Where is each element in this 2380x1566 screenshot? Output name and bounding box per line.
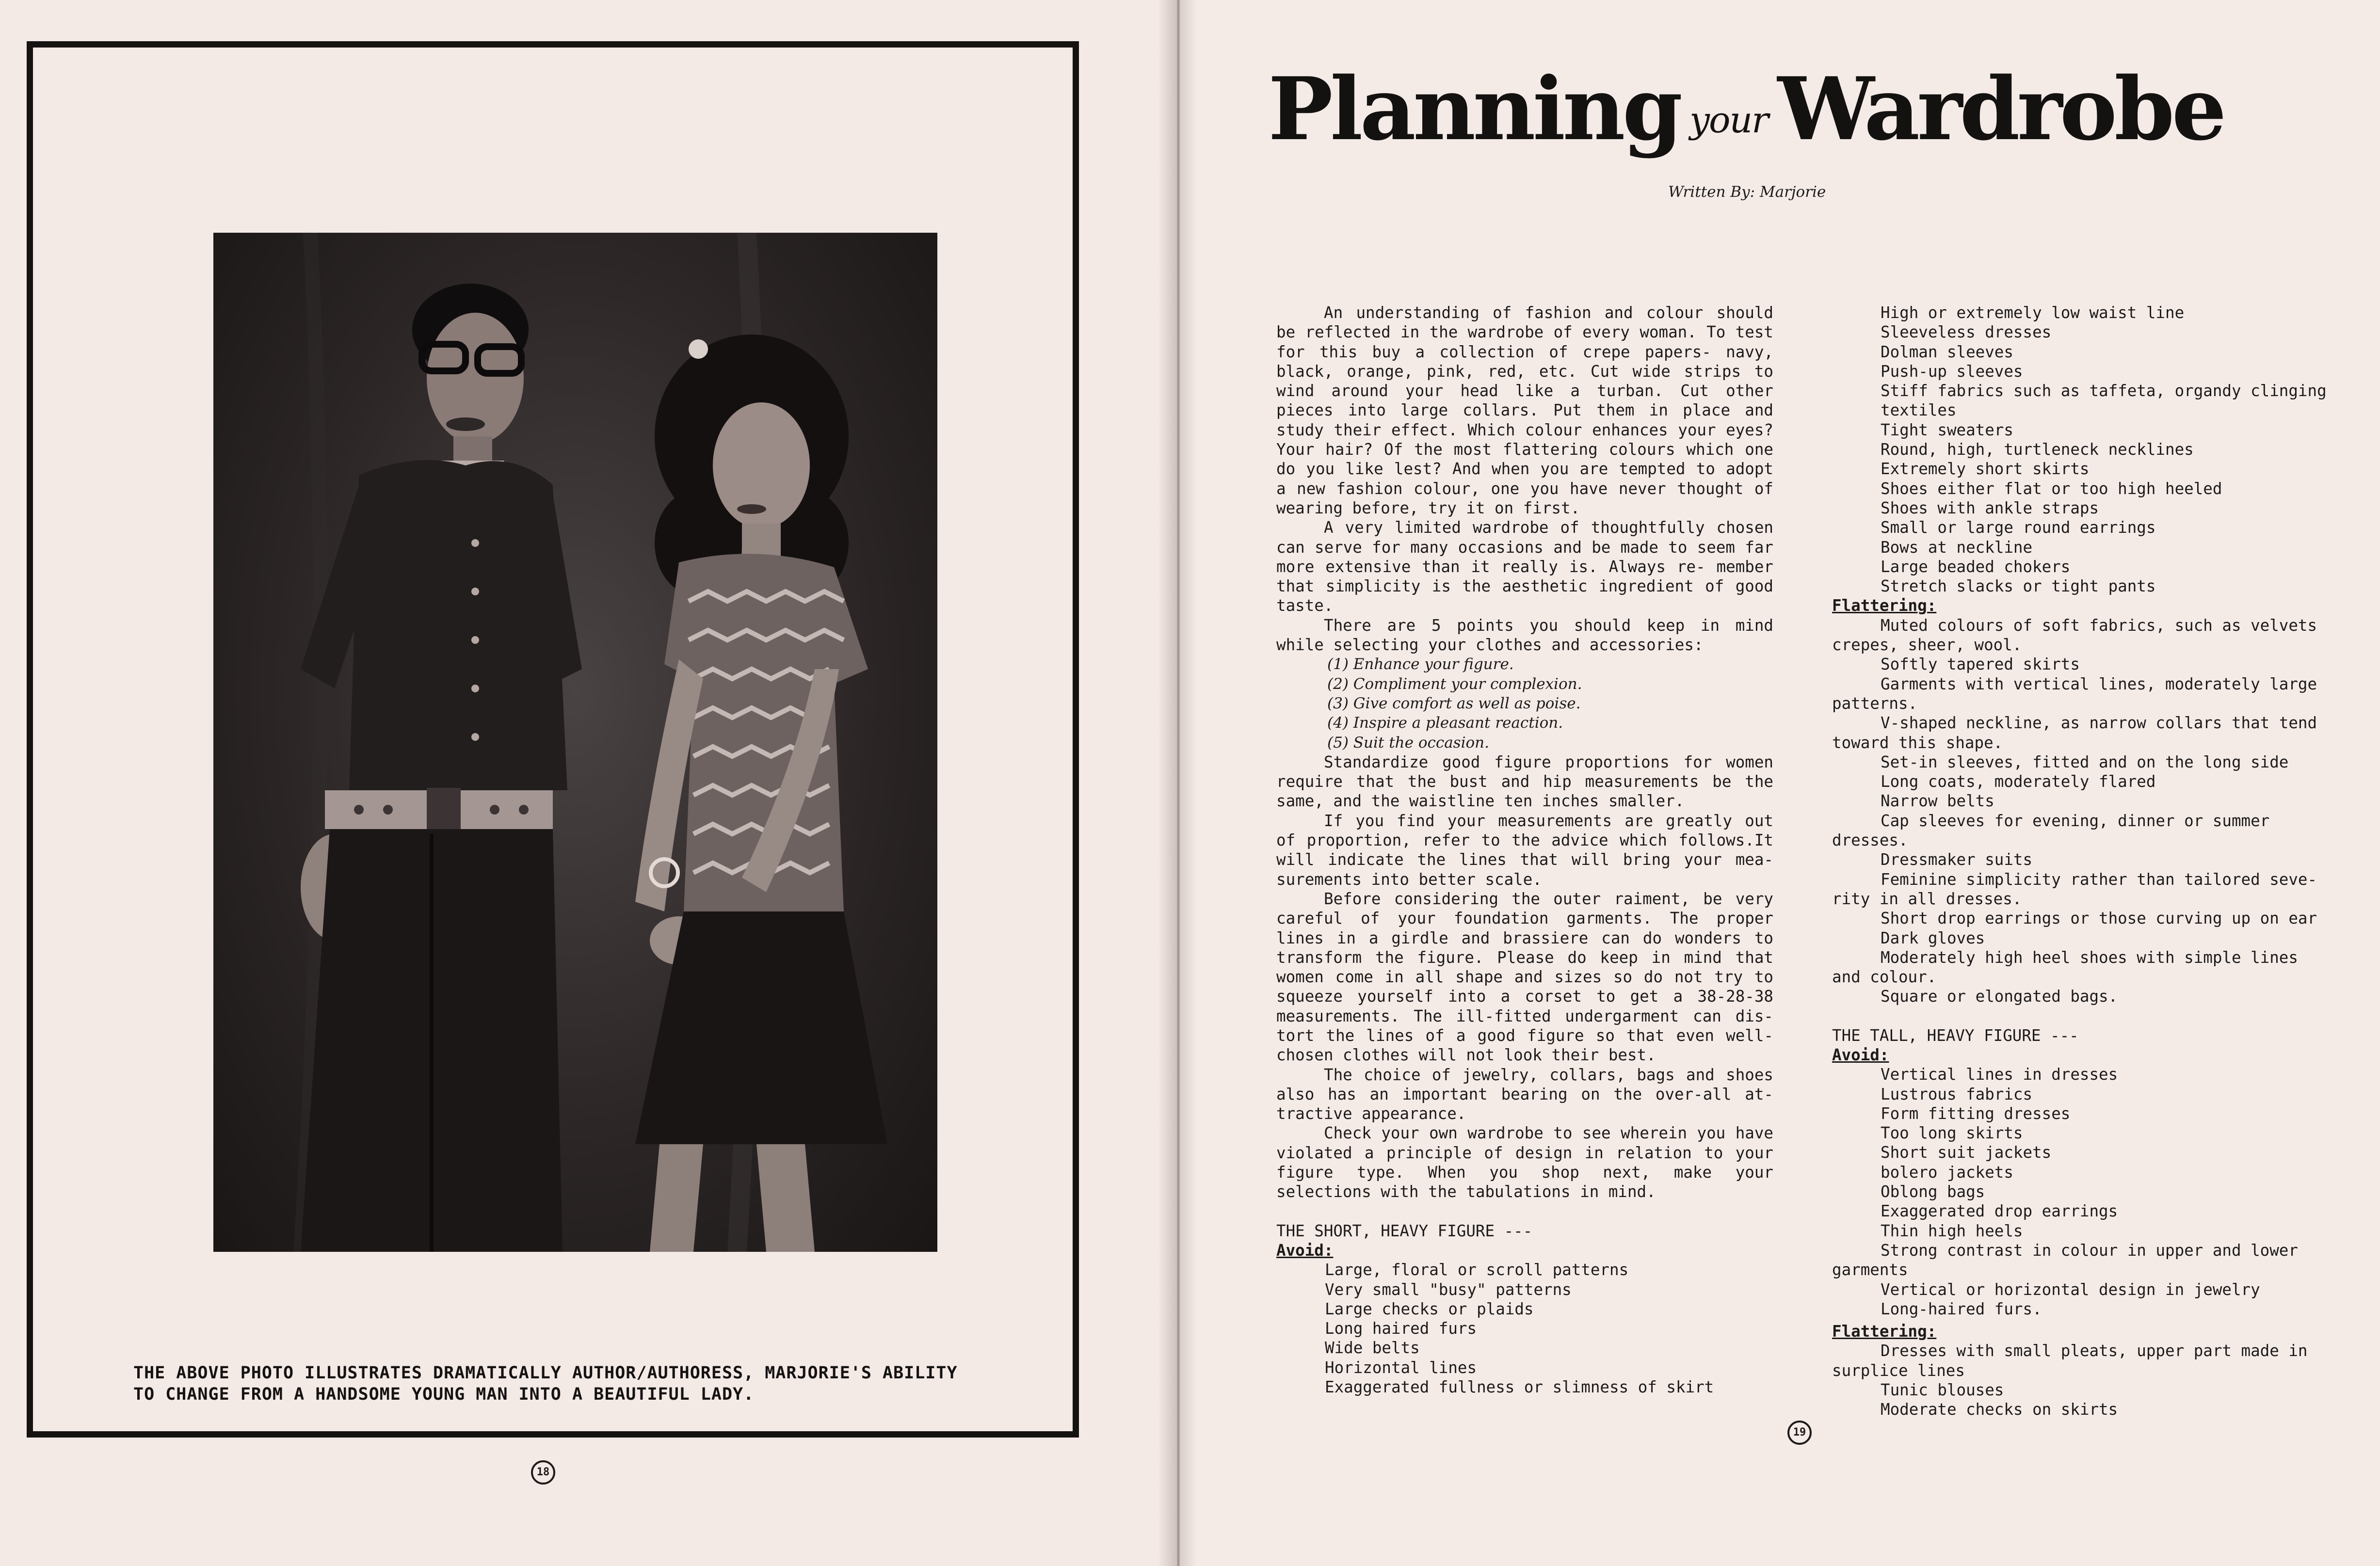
body-paragraph: Before considering the outer raiment, be very careful of your foundation garments. The proper lines in a girdle and brassiere can do wonders to transform the figure. Please do keep in mind that women come in all shape and sizes so do not try to squeeze yourself into a corset to get a 38-28-38 measurements. The ill-fitted undergarment can dis- tort the lines of a good figure so that even well- chosen clothes will not look their best. bbox=[1276, 889, 1773, 1065]
list-item: Dressmaker suits bbox=[1881, 850, 2033, 869]
list-item: Lustrous fabrics bbox=[1881, 1085, 2033, 1103]
list-item: Oblong bags bbox=[1881, 1182, 1985, 1201]
body-paragraph: The choice of jewelry, collars, bags and shoes also has an important bearing on the over-all at- tractive appearance. bbox=[1276, 1065, 1773, 1123]
list-item: Large beaded chokers bbox=[1881, 557, 2071, 576]
list-item: Small or large round earrings bbox=[1881, 518, 2156, 537]
list-item: Tunic blouses bbox=[1881, 1381, 2004, 1400]
list-item: Push-up sleeves bbox=[1881, 362, 2023, 381]
body-paragraph: Check your own wardrobe to see wherein you have violated a principle of design in relation to your figure type. When you shop next, make your selections with the tabulations in mind. bbox=[1276, 1124, 1773, 1201]
key-point: (4) Inspire a pleasant reaction. bbox=[1327, 714, 1563, 732]
article-column-right bbox=[1832, 303, 2332, 1420]
article-byline: Written By: Marjorie bbox=[1668, 183, 1826, 201]
body-paragraph: If you find your measurements are greatly out of proportion, refer to the advice which follows.It will indicate the lines that will bring your mea- surements into better scale. bbox=[1276, 811, 1773, 889]
list-item: Feminine simplicity rather than tailored seve- rity in all dresses. bbox=[1832, 870, 2317, 908]
list-item: Form fitting dresses bbox=[1881, 1104, 2071, 1123]
list-item: Square or elongated bags. bbox=[1881, 987, 2118, 1006]
list-item: Muted colours of soft fabrics, such as velvets crepes, sheer, wool. bbox=[1832, 616, 2317, 655]
flattering-label: Flattering: bbox=[1832, 1322, 1937, 1341]
list-item: Moderately high heel shoes with simple lines and colour. bbox=[1832, 948, 2298, 987]
body-paragraph: Standardize good figure proportions for women require that the bust and hip measurements be the same, and the waistline ten inches smaller. bbox=[1276, 752, 1773, 811]
list-item: Vertical or horizontal design in jewelry bbox=[1881, 1280, 2260, 1299]
title-planning: Planning bbox=[1268, 58, 1680, 160]
section-heading-short-heavy: THE SHORT, HEAVY FIGURE --- bbox=[1276, 1221, 1533, 1240]
list-item: Shoes either flat or too high heeled bbox=[1881, 479, 2222, 498]
title-wardrobe: Wardrobe bbox=[1777, 58, 2224, 160]
list-item: Dolman sleeves bbox=[1881, 342, 2013, 361]
list-item: Long haired furs bbox=[1325, 1319, 1477, 1338]
list-item: Extremely short skirts bbox=[1881, 460, 2090, 479]
list-item: Cap sleeves for evening, dinner or summer dresses. bbox=[1832, 811, 2270, 850]
body-paragraph: A very limited wardrobe of thoughtfully chosen can serve for many occasions and be made to seem far more extensive than it really is. Always re- member that simplicity is the aesthetic ingredient of good taste. bbox=[1276, 518, 1773, 615]
list-item: Long coats, moderately flared bbox=[1881, 772, 2156, 791]
key-point: (2) Compliment your complexion. bbox=[1327, 675, 1582, 693]
body-paragraph: There are 5 points you should keep in mind while selecting your clothes and accessories: bbox=[1276, 616, 1773, 655]
couple-photo-illustration bbox=[213, 233, 937, 1252]
list-item: Stiff fabrics such as taffeta, organdy clinging textiles bbox=[1881, 382, 2327, 420]
list-item: Large checks or plaids bbox=[1325, 1299, 1534, 1318]
list-item: Shoes with ankle straps bbox=[1881, 498, 2099, 517]
list-item: Tight sweaters bbox=[1881, 420, 2013, 439]
list-item: Large, floral or scroll patterns bbox=[1325, 1261, 1629, 1279]
list-item: Dresses with small pleats, upper part made in surplice lines bbox=[1832, 1342, 2308, 1380]
list-item: Round, high, turtleneck necklines bbox=[1881, 440, 2194, 459]
key-point: (3) Give comfort as well as poise. bbox=[1327, 694, 1581, 712]
list-item: Dark gloves bbox=[1881, 928, 1985, 947]
list-item: Garments with vertical lines, moderately large patterns. bbox=[1832, 674, 2317, 713]
list-item: Exaggerated fullness or slimness of skirt bbox=[1325, 1378, 1714, 1397]
avoid-label: Avoid: bbox=[1276, 1241, 1334, 1260]
list-item: Vertical lines in dresses bbox=[1881, 1065, 2118, 1084]
couple-photo bbox=[213, 233, 937, 1252]
book-gutter bbox=[1158, 0, 1197, 1566]
article-column-left bbox=[1276, 303, 1773, 1397]
list-item: Very small "busy" patterns bbox=[1325, 1280, 1572, 1299]
list-item: Too long skirts bbox=[1881, 1124, 2023, 1143]
list-item: Short drop earrings or those curving up on ear bbox=[1881, 909, 2317, 928]
key-point: (5) Suit the occasion. bbox=[1327, 734, 1489, 751]
body-paragraph: An understanding of fashion and colour should be reflected in the wardrobe of every woman. To test for this buy a collection of crepe papers- navy, black, orange, pink, red, etc. Cut wide strips to wind around your head like a turban. Cut other pieces into large collars. Put them in place and study their effect. Which colour enhances your eyes? Your hair? Of the most flattering colours which one do you like lest? And when you are tempted to adopt a new fashion colour, one you have never thought of wearing before, try it on first. bbox=[1276, 304, 1773, 517]
list-item: Moderate checks on skirts bbox=[1881, 1400, 2118, 1419]
list-item: Long-haired furs. bbox=[1881, 1299, 2042, 1318]
article-title bbox=[1268, 58, 2335, 170]
list-item: Set-in sleeves, fitted and on the long side bbox=[1881, 752, 2289, 771]
photo-caption: THE ABOVE PHOTO ILLUSTRATES DRAMATICALLY AUTHOR/AUTHORESS, MARJORIE'S ABILITY TO CHANGE FROM A HANDSOME YOUNG MAN INTO A BEAUTIFUL LADY. bbox=[133, 1363, 958, 1404]
avoid-label: Avoid: bbox=[1832, 1045, 1889, 1064]
list-item: V-shaped neckline, as narrow collars that tend toward this shape. bbox=[1832, 714, 2317, 752]
list-item: Short suit jackets bbox=[1881, 1143, 2052, 1162]
list-item: High or extremely low waist line bbox=[1881, 304, 2185, 322]
list-item: Bows at neckline bbox=[1881, 538, 2033, 557]
list-item: Thin high heels bbox=[1881, 1221, 2023, 1240]
flattering-label: Flattering: bbox=[1832, 596, 1937, 615]
list-item: bolero jackets bbox=[1881, 1163, 2013, 1182]
list-item: Exaggerated drop earrings bbox=[1881, 1202, 2118, 1221]
list-item: Stretch slacks or tight pants bbox=[1881, 577, 2156, 596]
list-item: Narrow belts bbox=[1881, 792, 1994, 811]
title-your: your bbox=[1689, 99, 1768, 141]
list-item: Wide belts bbox=[1325, 1339, 1420, 1358]
page-number-left: 18 bbox=[531, 1460, 555, 1485]
key-point: (1) Enhance your figure. bbox=[1327, 655, 1514, 673]
list-item: Horizontal lines bbox=[1325, 1358, 1477, 1377]
page-number-right: 19 bbox=[1787, 1421, 1812, 1445]
list-item: Strong contrast in colour in upper and lower garments bbox=[1832, 1241, 2298, 1279]
list-item: Sleeveless dresses bbox=[1881, 323, 2052, 342]
section-heading-tall-heavy: THE TALL, HEAVY FIGURE --- bbox=[1832, 1026, 2079, 1045]
list-item: Softly tapered skirts bbox=[1881, 655, 2080, 674]
